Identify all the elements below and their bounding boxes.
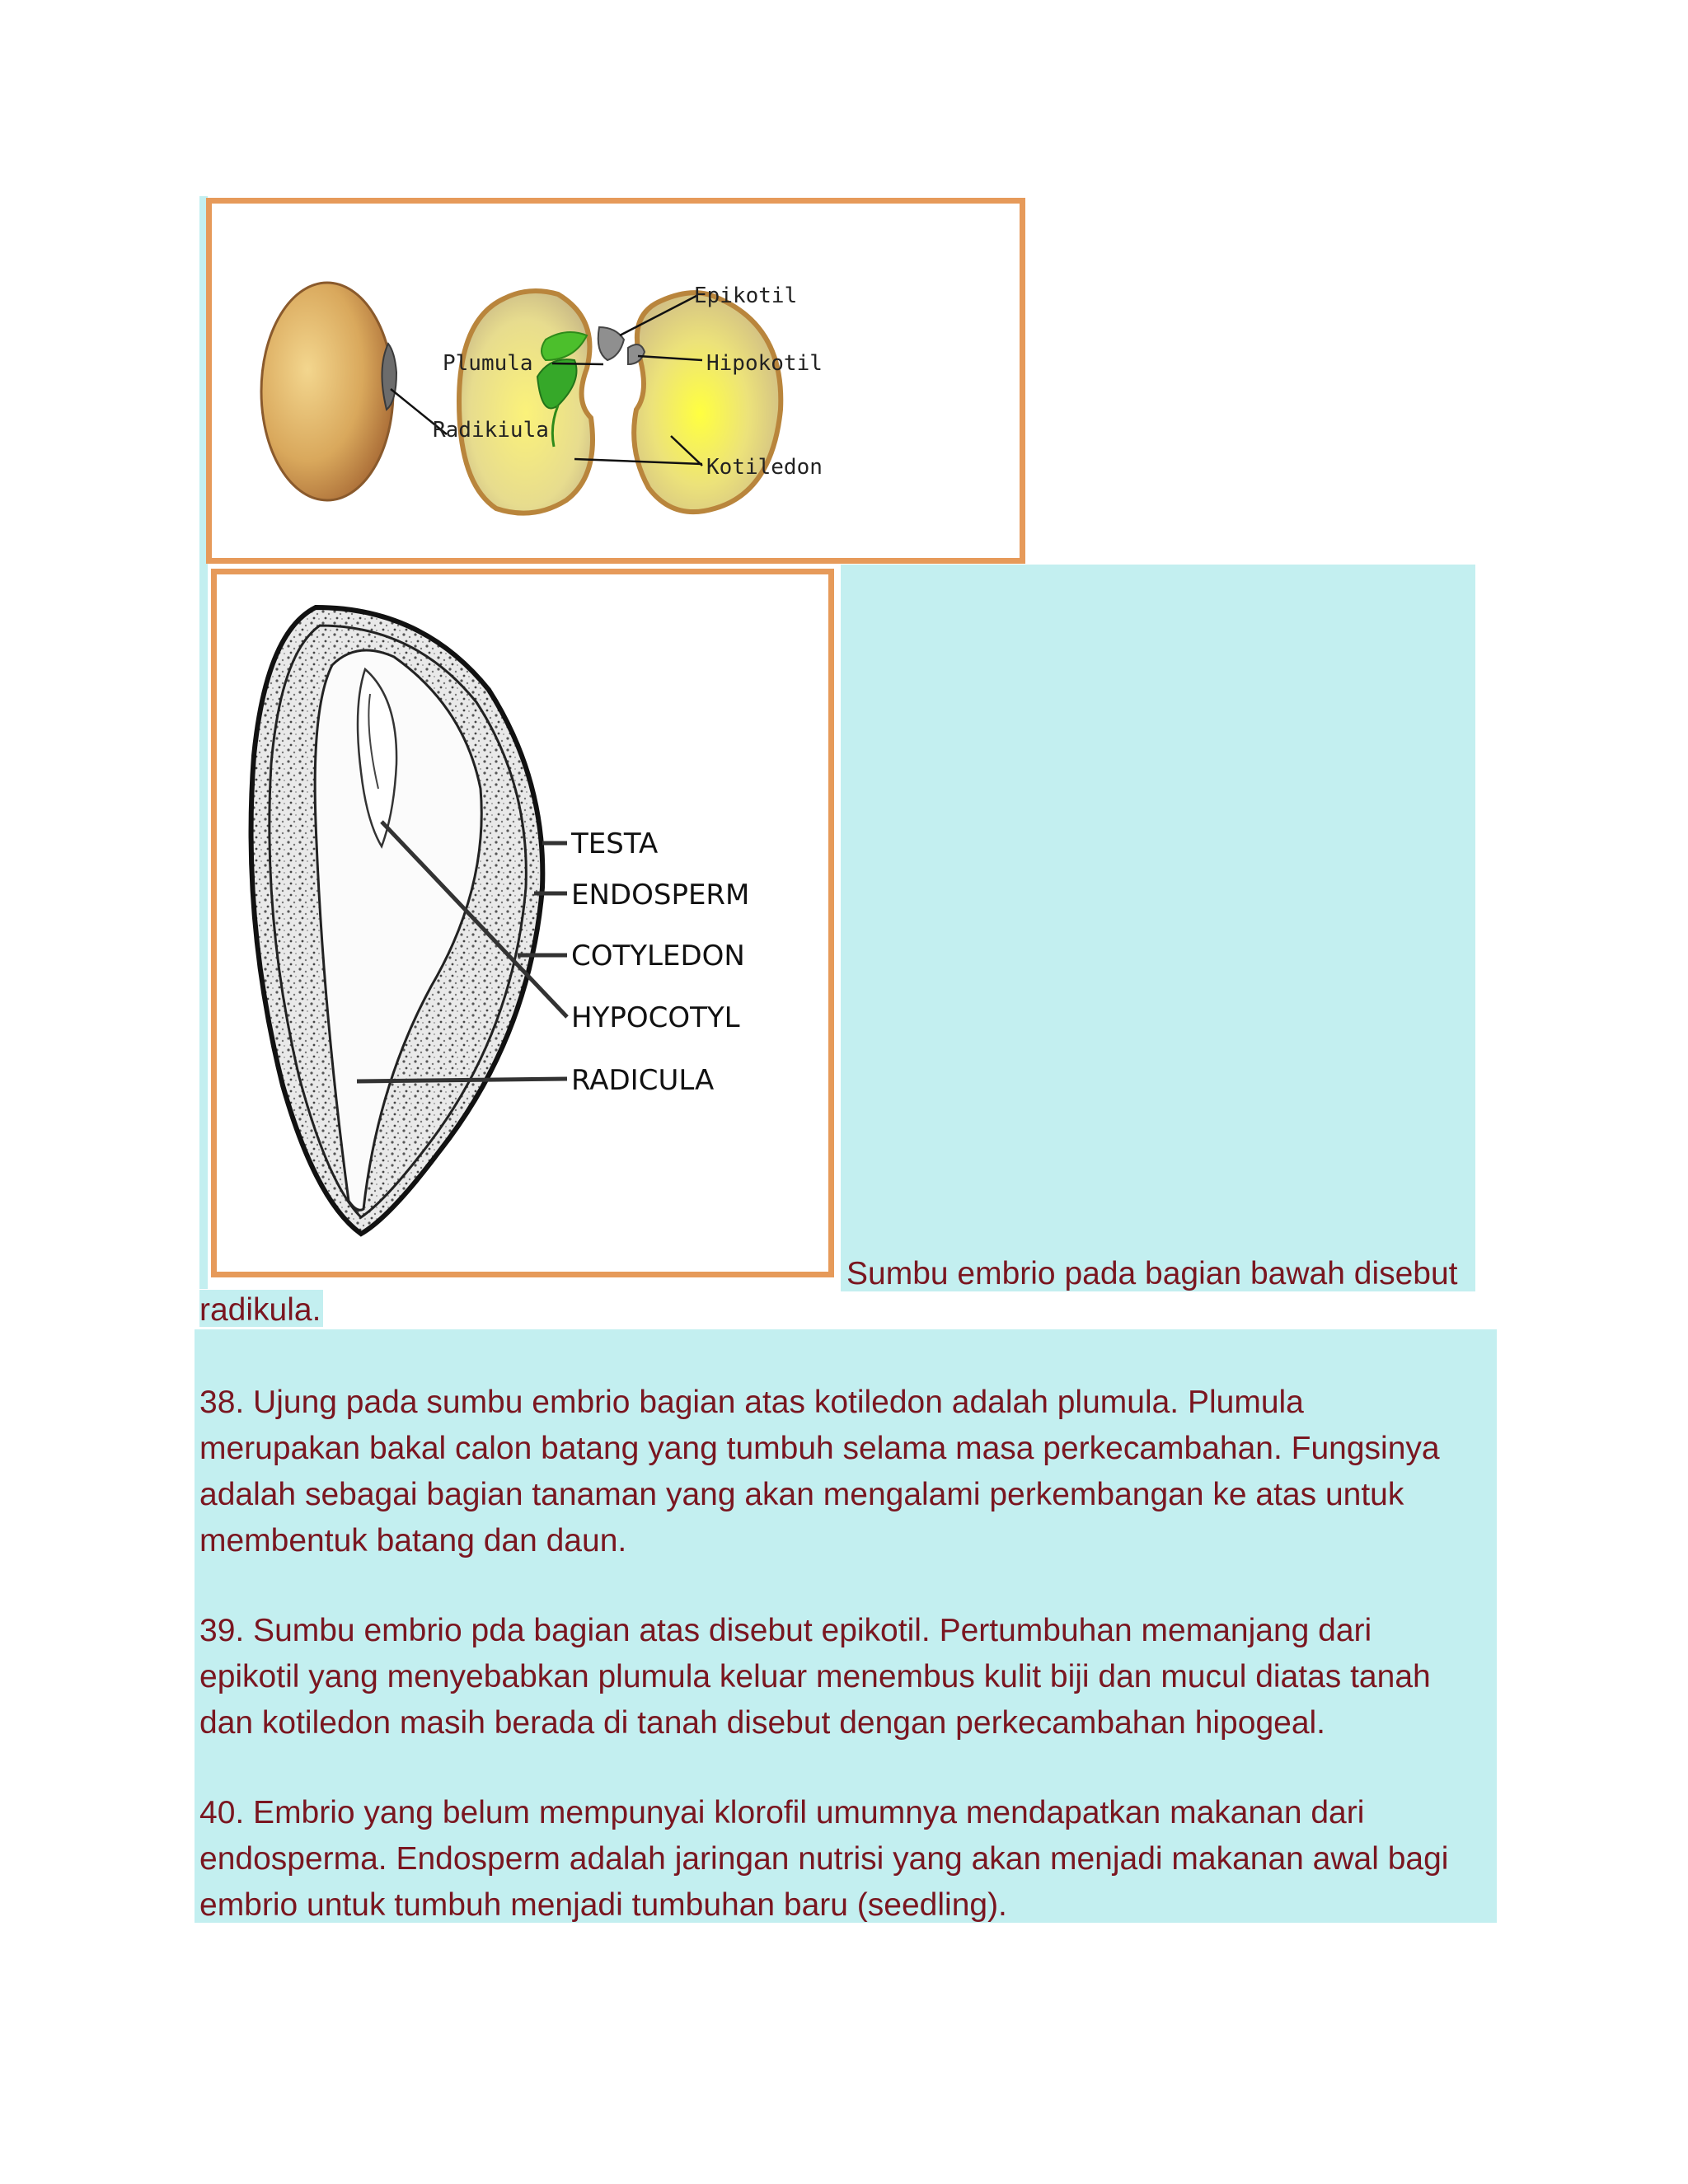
paragraph-line: epikotil yang menyebabkan plumula keluar menembus kulit biji dan mucul diatas tanah — [199, 1659, 1431, 1694]
label-hypocotyl: HYPOCOTYL — [571, 1001, 740, 1034]
label-radicula: RADICULA — [571, 1064, 715, 1097]
paragraph-line: embrio untuk tumbuh menjadi tumbuhan baru (seedling). — [199, 1887, 1007, 1923]
seed-section-diagram — [217, 574, 828, 1272]
paragraph-line: 40. Embrio yang belum mempunyai klorofil umumnya mendapatkan makanan dari — [199, 1795, 1365, 1830]
seed-outline-illustration — [251, 607, 543, 1234]
paragraph-line: merupakan bakal calon batang yang tumbuh selama masa perkecambahan. Fungsinya — [199, 1431, 1440, 1466]
paragraph-39 — [199, 1608, 1431, 1746]
label-kotiledon: Kotiledon — [706, 455, 823, 480]
label-cotyledon: COTYLEDON — [571, 940, 745, 972]
whole-bean-illustration — [261, 283, 396, 500]
seed-section-figure — [211, 569, 834, 1277]
label-plumula: Plumula — [443, 351, 533, 376]
paragraph-line: membentuk batang dan daun. — [199, 1523, 627, 1558]
bean-seed-figure — [206, 198, 1025, 564]
label-testa: TESTA — [571, 827, 659, 860]
paragraph-38 — [199, 1380, 1440, 1564]
paragraph-line: dan kotiledon masih berada di tanah disebut dengan perkecambahan hipogeal. — [199, 1705, 1326, 1741]
paragraph-line: 38. Ujung pada sumbu embrio bagian atas kotiledon adalah plumula. Plumula — [199, 1385, 1304, 1420]
caption-line-2: radikula. — [199, 1292, 321, 1328]
highlight-caption-block — [841, 565, 1475, 1291]
bean-seed-diagram — [212, 204, 1020, 558]
paragraph-line: endosperma. Endosperm adalah jaringan nutrisi yang akan menjadi makanan awal bagi — [199, 1841, 1449, 1877]
label-radikiula: Radikiula — [433, 418, 549, 443]
label-hipokotil: Hipokotil — [706, 351, 823, 376]
paragraph-40 — [199, 1790, 1448, 1929]
paragraph-line: 39. Sumbu embrio pda bagian atas disebut epikotil. Pertumbuhan memanjang dari — [199, 1613, 1372, 1648]
opened-bean-illustration — [459, 291, 781, 513]
paragraph-line: adalah sebagai bagian tanaman yang akan mengalami perkembangan ke atas untuk — [199, 1477, 1404, 1512]
label-endosperm: ENDOSPERM — [571, 879, 750, 912]
caption-line-1: Sumbu embrio pada bagian bawah disebut — [846, 1256, 1458, 1291]
label-epikotil: Epikotil — [694, 284, 798, 308]
